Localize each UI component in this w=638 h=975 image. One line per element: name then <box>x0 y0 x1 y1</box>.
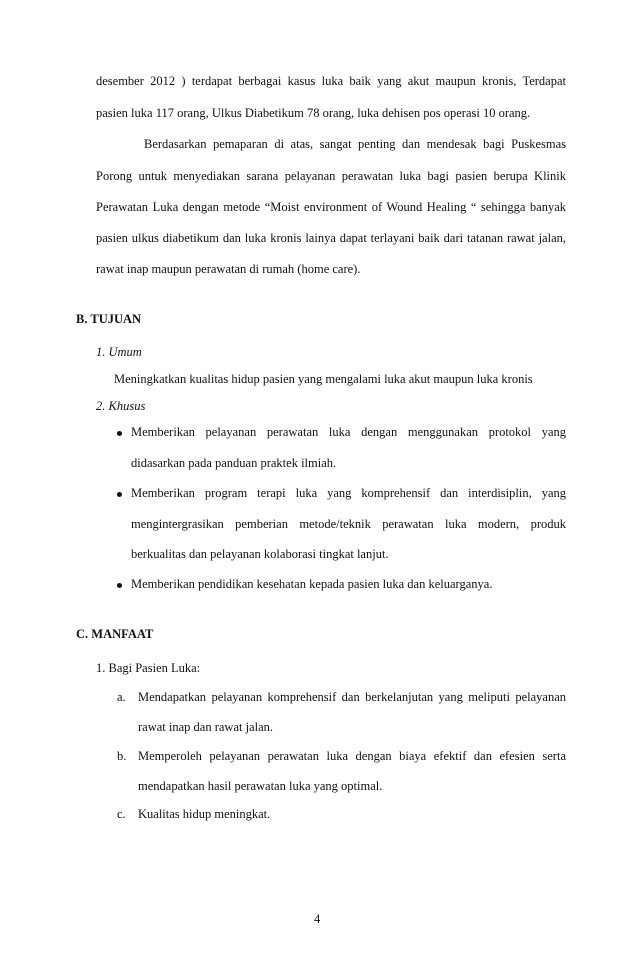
subitem-line: Mendapatkan pelayanan komprehensif dan berkelanjutan yang meliputi pelayanan <box>138 690 566 704</box>
subitem-line: Kualitas hidup meningkat. <box>138 807 271 821</box>
paragraph-line: Berdasarkan pemaparan di atas, sangat penting dan mendesak bagi Puskesmas <box>144 137 566 151</box>
umum-text: Meningkatkan kualitas hidup pasien yang mengalami luka akut maupun luka kronis <box>114 372 533 386</box>
subitem-line: mendapatkan hasil perawatan luka yang optimal. <box>138 779 383 793</box>
bullet-icon <box>117 431 122 436</box>
subsection-label-khusus: 2. Khusus <box>96 399 146 413</box>
page-number: 4 <box>314 912 321 926</box>
paragraph-line: Porong untuk menyediakan sarana pelayanan perawatan luka bagi pasien berupa Klinik <box>96 169 566 183</box>
subitem-marker: a. <box>117 690 126 704</box>
subitem-marker: c. <box>117 807 126 821</box>
subitem-line: Memperoleh pelayanan perawatan luka dengan biaya efektif dan efesien serta <box>138 749 566 763</box>
item-label: 1. Bagi Pasien Luka: <box>96 661 201 675</box>
bullet-icon <box>117 583 122 588</box>
bullet-line: berkualitas dan pelayanan kolaborasi tingkat lanjut. <box>131 547 389 561</box>
paragraph-line: pasien luka 117 orang, Ulkus Diabetikum 78 orang, luka dehisen pos operasi 10 orang. <box>96 106 531 120</box>
paragraph-line: pasien ulkus diabetikum dan luka kronis lainya dapat terlayani baik dari tatanan rawat jalan, <box>96 231 566 245</box>
bullet-line: Memberikan program terapi luka yang komprehensif dan interdisiplin, yang <box>131 486 566 500</box>
subitem-marker: b. <box>117 749 127 763</box>
paragraph-line: desember 2012 ) terdapat berbagai kasus luka baik yang akut maupun kronis, Terdapat <box>96 74 566 88</box>
bullet-line: Memberikan pendidikan kesehatan kepada pasien luka dan keluarganya. <box>131 577 493 591</box>
subsection-label-umum: 1. Umum <box>96 345 142 359</box>
section-heading: B. TUJUAN <box>76 312 142 326</box>
paragraph-line: rawat inap maupun perawatan di rumah (home care). <box>96 262 361 276</box>
paragraph-line: Perawatan Luka dengan metode “Moist environment of Wound Healing “ sehingga banyak <box>96 200 566 214</box>
bullet-line: Memberikan pelayanan perawatan luka dengan menggunakan protokol yang <box>131 425 566 439</box>
bullet-line: didasarkan pada panduan praktek ilmiah. <box>131 456 337 470</box>
section-heading: C. MANFAAT <box>76 627 154 641</box>
subitem-line: rawat inap dan rawat jalan. <box>138 720 274 734</box>
bullet-icon <box>117 492 122 497</box>
bullet-line: mengintergrasikan pemberian metode/teknik perawatan luka modern, produk <box>131 517 566 531</box>
